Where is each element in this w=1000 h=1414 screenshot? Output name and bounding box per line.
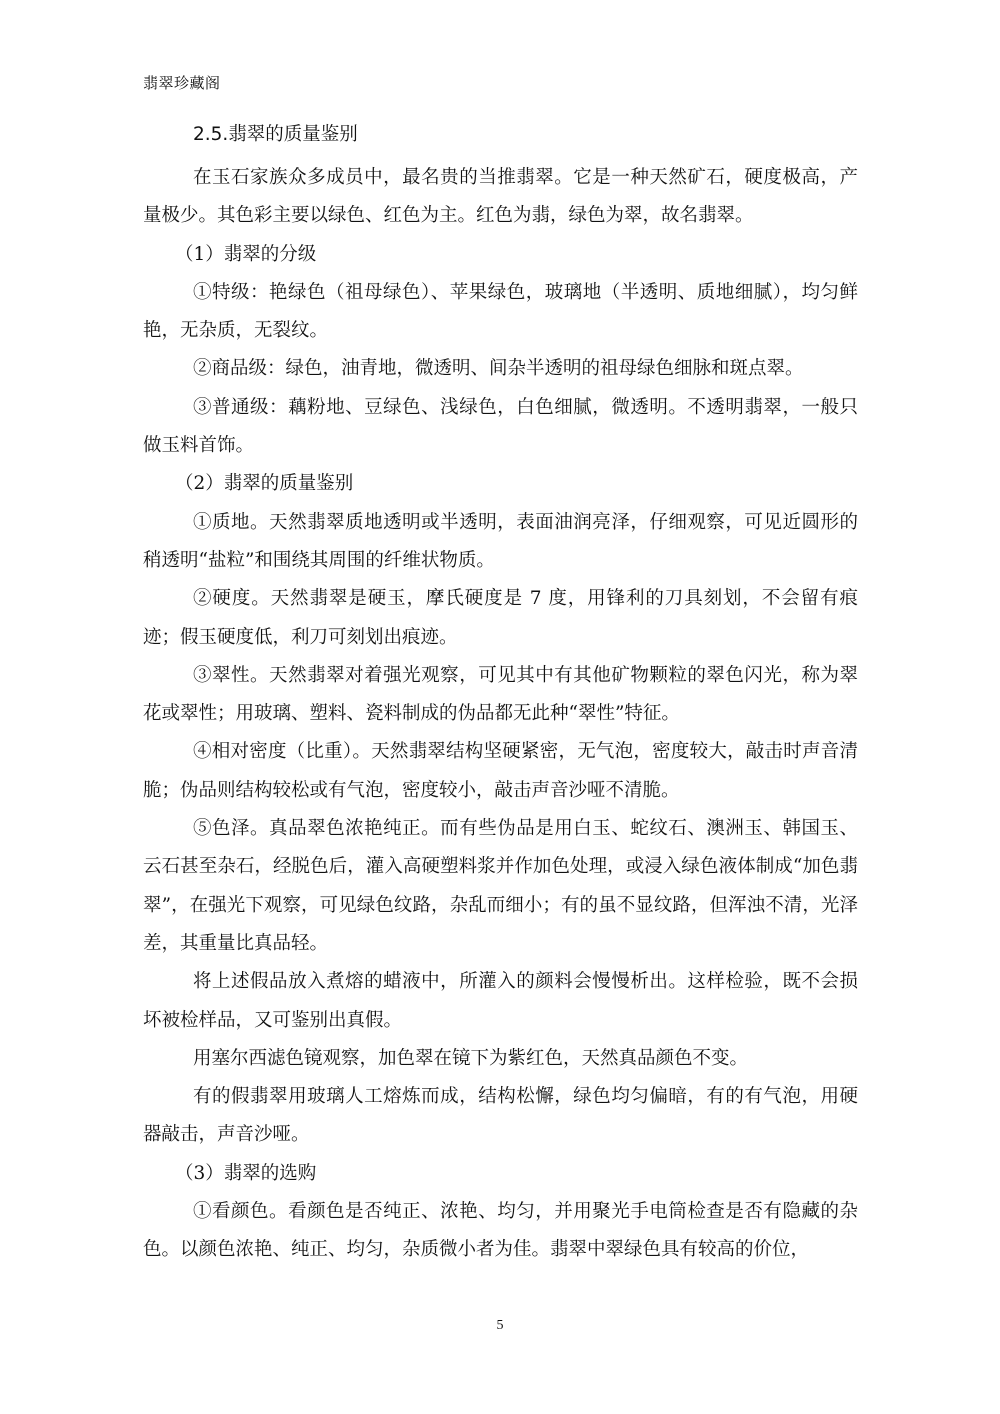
section-title: 2.5.翡翠的质量鉴别: [193, 124, 358, 145]
page-header: 翡翠珍藏阁: [143, 74, 221, 92]
paragraph: 有的假翡翠用玻璃人工熔炼而成，结构松懈，绿色均匀偏暗，有的有气泡，用硬器敲击，声音沙哑。: [143, 1086, 858, 1146]
paragraph: ①特级：艳绿色（祖母绿色）、苹果绿色，玻璃地（半透明、质地细腻），均匀鲜艳，无杂质，无裂纹。: [143, 281, 858, 342]
page-number: 5: [496, 1318, 504, 1333]
paragraph: ①质地。天然翡翠质地透明或半透明，表面油润亮泽，仔细观察，可见近圆形的稍透明“盐粒”和围绕其周围的纤维状物质。: [143, 511, 858, 571]
paragraph: ③翠性。天然翡翠对着强光观察，可见其中有其他矿物颗粒的翠色闪光，称为翠花或翠性；用玻璃、塑料、瓷料制成的伪品都无此种“翠性”特征。: [143, 664, 858, 725]
paragraph: ①看颜色。看颜色是否纯正、浓艳、均匀，并用聚光手电筒检查是否有隐藏的杂色。以颜色浓艳、纯正、均匀，杂质微小者为佳。翡翠中翠绿色具有较高的价位，: [143, 1201, 858, 1261]
subheading-purchase: （3）翡翠的选购: [175, 1162, 317, 1184]
paragraph: ⑤色泽。真品翠色浓艳纯正。而有些伪品是用白玉、蛇纹石、澳洲玉、韩国玉、云石甚至杂石，经脱色后，灌入高硬塑料浆并作加色处理，或浸入绿色液体制成“加色翡翠”，在强光下观察，可见绿色纹路，杂乱而细小；有的虽不显纹路，但浑浊不清，光泽差，其重量比真品轻。: [143, 818, 858, 954]
paragraph: 将上述假品放入煮熔的蜡液中，所灌入的颜料会慢慢析出。这样检验，既不会损坏被检样品，又可鉴别出真假。: [143, 971, 858, 1031]
paragraph: ④相对密度（比重）。天然翡翠结构坚硬紧密，无气泡，密度较大，敲击时声音清脆；伪品则结构较松或有气泡，密度较小，敲击声音沙哑不清脆。: [143, 741, 858, 801]
paragraph: 在玉石家族众多成员中，最名贵的当推翡翠。它是一种天然矿石，硬度极高，产量极少。其色彩主要以绿色、红色为主。红色为翡，绿色为翠，故名翡翠。: [143, 167, 858, 227]
paragraph: 用塞尔西滤色镜观察，加色翠在镜下为紫红色，天然真品颜色不变。: [193, 1047, 749, 1069]
subheading-grading: （1）翡翠的分级: [175, 243, 317, 265]
paragraph: ②商品级：绿色，油青地，微透明、间杂半透明的祖母绿色细脉和斑点翠。: [193, 358, 804, 380]
subheading-quality: （2）翡翠的质量鉴别: [175, 473, 354, 495]
document-body: [143, 120, 858, 1270]
header-divider: [143, 100, 858, 101]
paragraph: ②硬度。天然翡翠是硬玉，摩氏硬度是 7 度，用锋利的刀具刻划，不会留有痕迹；假玉硬度低，利刀可刻划出痕迹。: [143, 588, 858, 648]
paragraph: ③普通级：藕粉地、豆绿色、浅绿色，白色细腻，微透明。不透明翡翠，一般只做玉料首饰。: [143, 396, 858, 457]
